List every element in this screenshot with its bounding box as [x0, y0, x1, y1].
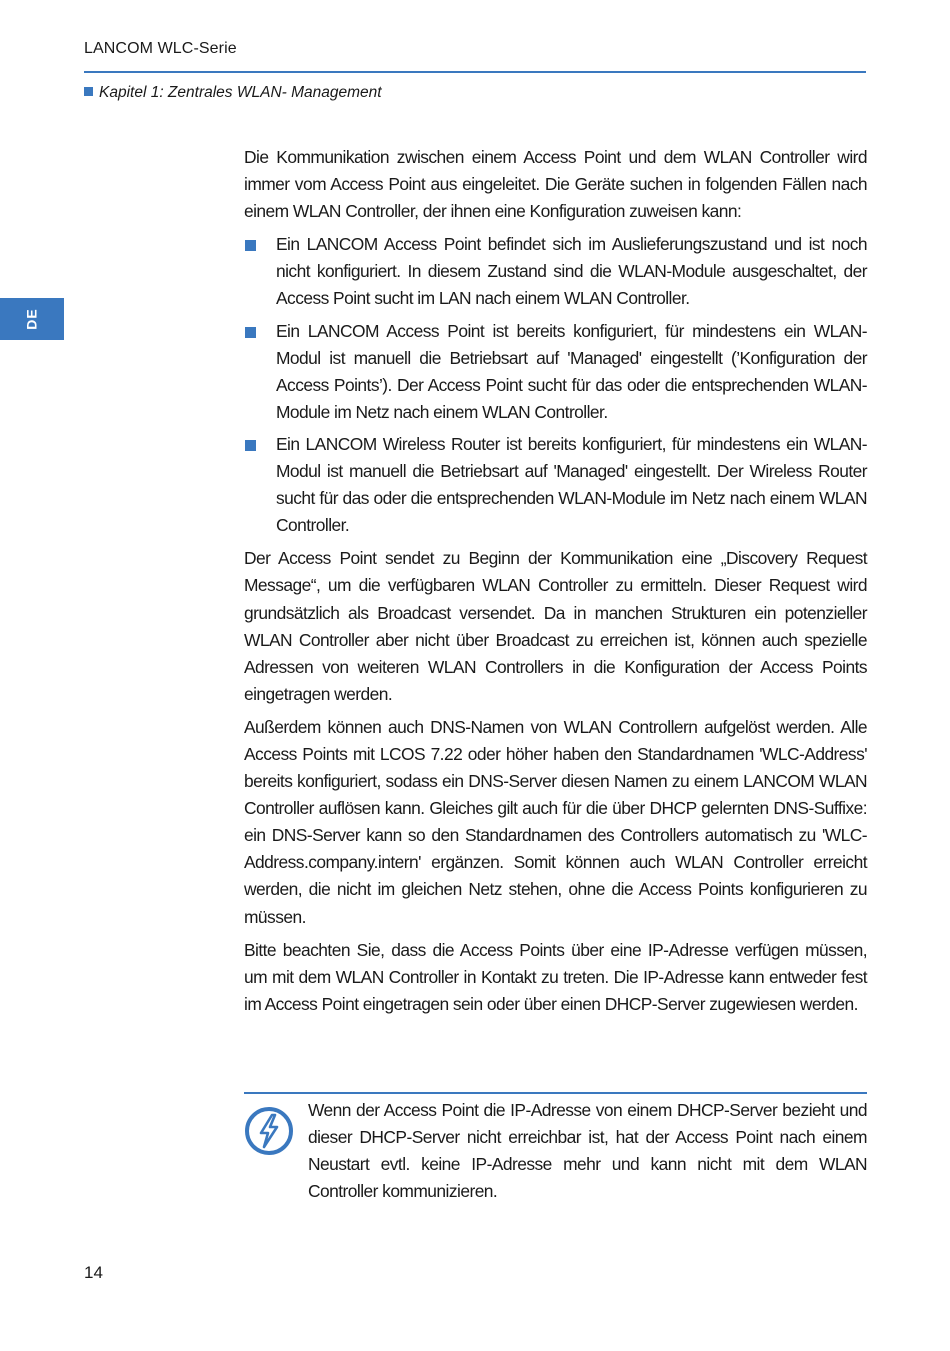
list-item-text: Ein LANCOM Wireless Router ist bereits konfiguriert, für mindestens ein WLAN-Modul ist manuell die Betriebsart auf 'Managed' eingestellt. Der Wireless Router sucht für das oder die entsprechenden WLAN-Module im Netz nach einem WLAN Controller. [276, 433, 867, 536]
main-content [244, 144, 867, 1024]
chapter-heading [84, 84, 382, 102]
body-paragraph-dns: Außerdem können auch DNS-Namen von WLAN Controllern aufgelöst werden. Alle Access Points mit LCOS 7.22 oder höher haben den Standardnamen 'WLC-Address' bereits konfiguriert, sodass ein DNS-Server diesen Namen zu einem LANCOM WLAN Controller auflösen kann. Gleiches gilt auch für die über DHCP gelernten DNS-Suffixe: ein DNS-Server kann so den Standardnamen des Controllers automatisch zu 'WLC-Address.company.intern' ergänzen. Somit können auch WLAN Controller erreicht werden, die nicht im gleichen Netz stehen, ohne die Access Points konfigurieren zu müssen. [244, 716, 867, 927]
lightning-warning-icon [244, 1106, 294, 1156]
square-bullet-icon [245, 327, 256, 338]
intro-paragraph: Die Kommunikation zwischen einem Access Point und dem WLAN Controller wird immer vom Access Point aus eingeleitet. Die Geräte suchen in folgenden Fällen nach einem WLAN Controller, der ihnen eine Konfiguration zuweisen kann: [244, 147, 867, 222]
list-item [244, 431, 867, 539]
bullet-list [244, 231, 867, 539]
square-bullet-icon [245, 440, 256, 451]
list-item [244, 231, 867, 312]
list-item [244, 318, 867, 426]
page-number: 14 [84, 1263, 103, 1282]
note-text: Wenn der Access Point die IP-Adresse von einem DHCP-Server bezieht und dieser DHCP-Server nicht erreichbar ist, hat der Access Point nach einem Neustart evtl. keine IP-Adresse mehr und kann nicht mit dem WLAN Controller kommunizieren. [308, 1100, 867, 1202]
running-header-title: LANCOM WLC-Serie [84, 40, 237, 57]
chapter-label: Kapitel 1: Zentrales WLAN- Management [99, 84, 382, 101]
square-bullet-icon [245, 240, 256, 251]
list-item-text: Ein LANCOM Access Point befindet sich im Auslieferungszustand und ist noch nicht konfiguriert. In diesem Zustand sind die WLAN-Module ausgeschaltet, der Access Point sucht im LAN nach einem WLAN Controller. [276, 234, 867, 309]
language-tab [0, 298, 64, 340]
body-paragraph-discovery: Der Access Point sendet zu Beginn der Kommunikation eine „Discovery Request Message“, um die verfügbaren WLAN Controller zu ermitteln. Dieser Request wird grundsätzlich als Broadcast versendet. Da in manchen Strukturen ein potenzieller WLAN Controller aber nicht über Broadcast zu erreichen ist, können auch spezielle Adressen von weiteren WLAN Controllers in die Konfiguration der Access Points eingetragen werden. [244, 548, 867, 704]
language-tab-label: DE [23, 308, 40, 330]
header-rule [84, 71, 866, 73]
list-item-text: Ein LANCOM Access Point ist bereits konfiguriert, für mindestens ein WLAN-Modul ist manuell die Betriebsart auf 'Managed' eingestellt (’Konfiguration der Access Points’). Der Access Point sucht für das oder die entsprechenden WLAN-Module im Netz nach einem WLAN Controller. [276, 320, 867, 422]
body-paragraph-ip-address: Bitte beachten Sie, dass die Access Points über eine IP-Adresse verfügen müssen, um mit dem WLAN Controller in Kontakt zu treten. Die IP-Adresse kann entweder fest im Access Point eingetragen sein oder über einen DHCP-Server zugewiesen werden. [244, 939, 867, 1014]
note-rule [244, 1092, 867, 1094]
chapter-square-icon [84, 87, 93, 96]
